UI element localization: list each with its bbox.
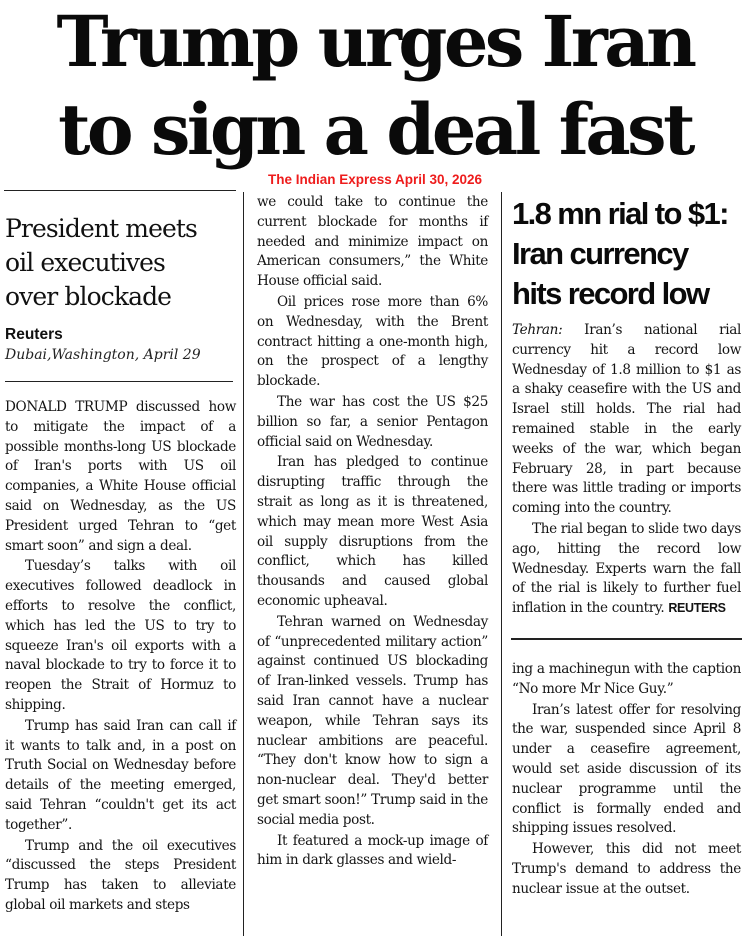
article-paragraph: Oil prices rose more than 6% on Wednesday, with the Brent contract hitting a one-month high, on the prospect of a lengthy blockade. (257, 293, 488, 390)
headline-line-1: Trump urges Iran (56, 0, 694, 83)
sidebar-story (512, 194, 741, 619)
sidebar-headline-line: hits record low (512, 276, 709, 311)
column-rule-2 (501, 192, 502, 936)
sidebar-paragraph-text: Iran’s national rial currency hit a record low Wednesday of 1.8 million to $1 as a shaky ceasefire with the US and Israel still holds. The rial had remained stable in the early weeks of the war, which began February 28, in part because there was little trading or imports coming into the country. (512, 322, 741, 517)
column-3-body (512, 660, 741, 900)
article-paragraph: Iran has pledged to continue disrupting traffic through the strait as long as it is threatened, which may mean more West Asia oil supply disruptions from the conflict, which has killed thousands and caused global economic upheaval. (257, 454, 488, 609)
article-paragraph: Iran’s latest offer for resolving the war, suspended since April 8 under a ceasefire agreement, would set aside discussion of its nuclear programme until the conflict is formally ended and shipping issues resolved. (512, 701, 741, 837)
article-paragraph: ing a machinegun with the caption “No more Mr Nice Guy.” (512, 661, 741, 697)
subhead-line: over blockade (5, 282, 172, 311)
article-paragraph: Trump has said Iran can call if it wants to talk and, in a post on Truth Social on Wednesday before details of the meeting emerged, said Tehran “couldn't get its act together”. (5, 717, 236, 833)
sidebar-headline-line: 1.8 mn rial to $1: (512, 196, 728, 231)
article-paragraph: Tuesday’s talks with oil executives followed deadlock in efforts to resolve the conflict, which has led the US to try to squeeze Iran's oil exports with a naval blockade to try to force it to reopen the Strait of Hormuz to shipping. (5, 558, 236, 713)
sidebar-signoff: REUTERS (668, 601, 726, 616)
byline-agency: Reuters (5, 326, 63, 343)
subhead-line: President meets (5, 214, 197, 243)
sidebar-dateline: Tehran: (512, 322, 563, 338)
article-paragraph: Trump and the oil executives “discussed the steps President Trump has taken to alleviate global oil markets and steps (5, 837, 236, 913)
source-tag: The Indian Express April 30, 2026 (267, 172, 483, 187)
sidebar-paragraph-text: The rial began to slide two days ago, hitting the record low Wednesday. Experts warn the fall of the rial is likely to further fuel inflation in the country. (512, 520, 742, 617)
sidebar-paragraph (512, 321, 741, 519)
article-paragraph: we could take to continue the current blockade for months if needed and minimize impact on American consumers,” the White House official said. (257, 194, 488, 290)
sidebar-paragraph (512, 520, 741, 619)
sidebar-headline (512, 194, 741, 314)
sidebar-headline-line: Iran currency (512, 236, 688, 271)
subhead (5, 212, 236, 314)
column-1-body (5, 398, 236, 916)
column-1 (5, 212, 236, 365)
sidebar-rule (511, 638, 742, 640)
article-paragraph: It featured a mock-up image of him in dark glasses and wield- (257, 832, 488, 869)
byline-dateline: Dubai,Washington, April 29 (5, 347, 201, 363)
byline-rule (5, 381, 233, 382)
headline-line-2: to sign a deal fast (58, 88, 692, 171)
article-paragraph: Tehran warned on Wednesday of “unprecedented military action” against continued US blockading of Iran-linked vessels. Trump has said Iran cannot have a nuclear weapon, while Tehran says its nuclear ambitions are peaceful. “They don't know how to sign a non-nuclear deal. They'd better get smart soon!” Trump said in the social media post. (257, 613, 488, 828)
headline-rule (4, 190, 236, 191)
subhead-line: oil executives (5, 248, 165, 277)
column-rule-1 (243, 192, 244, 936)
article-paragraph: DONALD TRUMP discussed how to mitigate the impact of a possible months-long US blockade of Iran's ports with US oil companies, a White House official said on Wednesday, as the US President urged Tehran to “get smart soon” and sign a deal. (5, 399, 236, 554)
article-paragraph: However, this did not meet Trump's demand to address the nuclear issue at the outset. (512, 841, 741, 897)
column-2 (257, 193, 488, 871)
article-paragraph: The war has cost the US $25 billion so far, a senior Pentagon official said on Wednesday. (257, 393, 488, 450)
